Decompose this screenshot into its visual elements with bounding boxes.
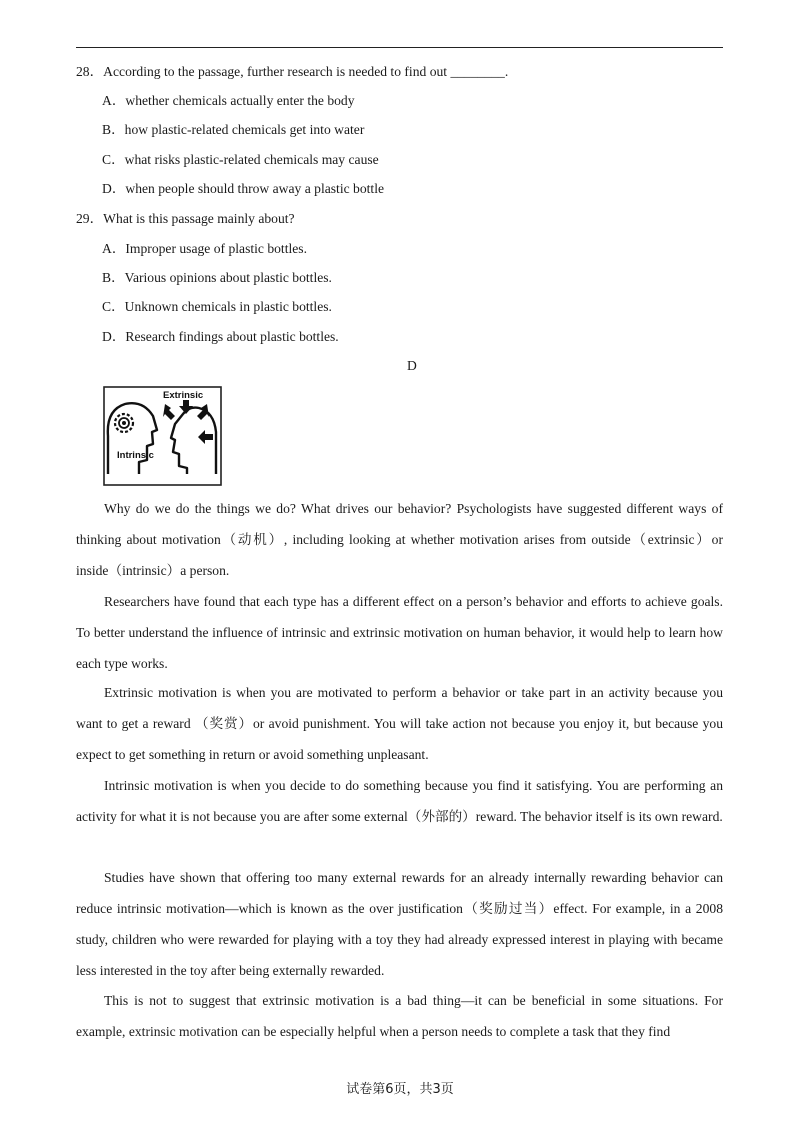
- question-28-stem: 28．According to the passage, further research is needed to find out ________.: [76, 64, 509, 79]
- question-28-option-c: C．what risks plastic-related chemicals may cause: [102, 152, 379, 167]
- paragraph-6: This is not to suggest that extrinsic motivation is a bad thing—it can be beneficial in some situations. For example, extrinsic motivation can be especially helpful when a person needs to complete a task that they find: [76, 993, 723, 1039]
- question-29-option-b: B．Various opinions about plastic bottles.: [102, 270, 332, 285]
- page-footer: 试卷第6页，共3页: [346, 1082, 454, 1097]
- paragraph-1: Why do we do the things we do? What drives our behavior? Psychologists have suggested different ways of thinking about motivation（动机）, including looking at whether motivation arises from outside（extrinsic）or inside（intrinsic）a person.: [76, 501, 723, 578]
- question-29-option-c: C．Unknown chemicals in plastic bottles.: [102, 299, 332, 314]
- question-29-option-d: D．Research findings about plastic bottles.: [102, 329, 339, 344]
- paragraph-5: Studies have shown that offering too many external rewards for an already internally rewarding behavior can reduce intrinsic motivation—which is known as the over justification（奖励过当）effect. For example, in a 2008 study, children who were rewarded for playing with a toy they had already expressed interest in playing with became less interested in the toy after being externally rewarded.: [76, 870, 723, 978]
- question-28-option-a: A．whether chemicals actually enter the body: [102, 93, 355, 108]
- motivation-figure: [103, 386, 222, 486]
- question-29-stem: 29．What is this passage mainly about?: [76, 211, 295, 226]
- question-28-option-b: B．how plastic-related chemicals get into water: [102, 122, 365, 137]
- question-28-option-d: D．when people should throw away a plastic bottle: [102, 181, 385, 196]
- question-29-option-a: A．Improper usage of plastic bottles.: [102, 241, 307, 256]
- figure-label-intrinsic: Intrinsic: [117, 450, 154, 461]
- paragraph-3: Extrinsic motivation is when you are motivated to perform a behavior or take part in an activity because you want to get a reward （奖赏）or avoid punishment. You will take action not because you enjoy it, but because you expect to get something in return or avoid something unpleasant.: [76, 685, 723, 762]
- figure-label-extrinsic: Extrinsic: [163, 390, 204, 401]
- top-rule: [76, 47, 723, 48]
- section-label: D: [407, 358, 417, 373]
- paragraph-2: Researchers have found that each type has a different effect on a person’s behavior and efforts to achieve goals. To better understand the influence of intrinsic and extrinsic motivation on human behavior, it would help to learn how each type works.: [76, 594, 723, 671]
- paragraph-4: Intrinsic motivation is when you decide to do something because you find it satisfying. You are performing an activity for what it is not because you are after some external（外部的）reward. The behavior itself is its own reward.: [76, 778, 723, 824]
